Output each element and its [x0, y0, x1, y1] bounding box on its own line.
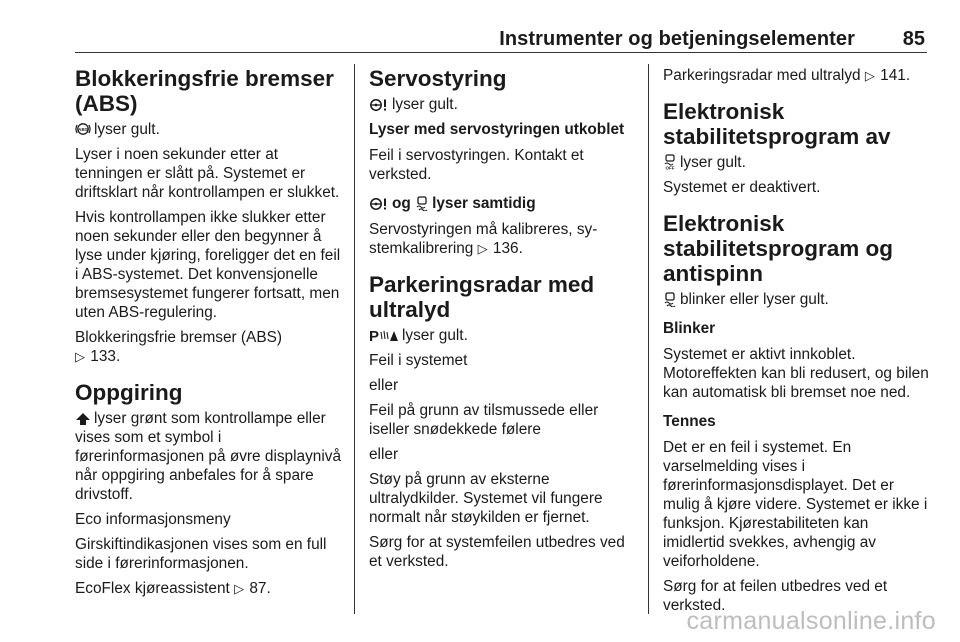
abs-paragraph-1: Lyser i noen sekunder etter at tenningen er slått på. Systemet er driftsklart når kontrollampen er slukket. [75, 146, 340, 201]
steering-wheel-warning-icon [369, 98, 389, 112]
park-paragraph-5: Støy på grunn av eksterne ultralydkilder. Systemet vil fungere normalt når støykilden er fjernet. [369, 471, 603, 526]
esp-status-text: blinker eller lyser gult. [680, 291, 829, 308]
abs-paragraph-2: Hvis kontrollampen ikke slukker etter noen sekunder eller den begynner å lyse under kjøring, foreligger det en feil i ABS-systemet. Det konvensjonelle bremsesystemet fungerer fortsatt, men uten ABS-regulering. [75, 209, 341, 321]
upshift-arrow-icon [75, 412, 91, 426]
esp-car-skid-icon [663, 292, 677, 307]
park-status [369, 326, 633, 345]
servo-subheading-2-mid: og [392, 195, 411, 212]
park-paragraph-6: Sørg for at systemfeilen utbedres ved et verksted. [369, 534, 625, 570]
watermark-brand: carmanualsonline.info [686, 607, 936, 635]
upshift-paragraph-2: Eco informasjonsmeny [75, 511, 231, 528]
esp-car-skid-icon [415, 196, 429, 211]
column-2 [369, 66, 633, 577]
servo-heading: Servostyring [369, 66, 507, 91]
upshift-text-1: lyser grønt som kontrollampe eller vises som et symbol i førerinformasjonen på øvre displaynivå når oppgiring anbefales for å spare drivstoff. [75, 410, 342, 503]
on-paragraph-2: Sørg for at feilen utbedres ved et verksted. [663, 578, 888, 614]
column-divider-1 [354, 64, 355, 614]
on-paragraph-1: Det er en feil i systemet. En varselmelding vises i førerinformasjonsdisplayet. Det er mulig å kjøre videre. Systemet er ikke i funksjon. Kjørestabiliteten kan imidlertid svekkes, avhengig av veiforholdene. [663, 439, 928, 570]
park-heading: Parkeringsradar med ultralyd [369, 272, 595, 322]
servo-reference-page[interactable]: 136. [492, 240, 523, 257]
upshift-paragraph-1 [75, 409, 345, 504]
page-header [75, 26, 927, 53]
abs-status-text: lyser gult. [94, 121, 160, 138]
esp-off-heading: Elektronisk stabilitetsprogram av [663, 99, 891, 149]
park-reference-text: Parkeringsradar med ultralyd [663, 67, 861, 84]
arrow-reference-icon: ▷ [75, 349, 85, 364]
esp-heading: Elektronisk stabilitetsprogram og antispinn [663, 211, 894, 286]
esp-off-status-text: lyser gult. [680, 154, 746, 171]
abs-cross-reference [75, 328, 345, 366]
park-paragraph-3: Feil på grunn av tilsmussede eller iseller snødekkede følere [369, 402, 599, 438]
servo-paragraph-2 [369, 220, 633, 258]
steering-wheel-warning-icon [369, 197, 389, 211]
column-divider-2 [648, 64, 649, 614]
abs-reference-page[interactable]: 133. [90, 348, 121, 365]
header-title: Instrumenter og betjeningselementer [499, 28, 855, 50]
park-cross-reference [663, 66, 929, 85]
arrow-reference-icon: ▷ [864, 68, 875, 83]
abs-heading: Blokkeringsfrie bremser (ABS) [75, 66, 334, 116]
abs-status [75, 120, 345, 139]
column-3 [663, 66, 929, 621]
upshift-paragraph-4 [75, 579, 345, 598]
column-1 [75, 66, 345, 604]
svg-text:P: P [369, 328, 380, 343]
on-subheading: Tennes [663, 413, 716, 430]
esp-off-status [663, 153, 929, 172]
esp-off-icon [663, 154, 677, 170]
servo-subheading-1: Lyser med servostyringen utkoblet [369, 121, 625, 138]
svg-text:ABS: ABS [78, 127, 88, 132]
abs-reference-text: Blokkeringsfrie bremser (ABS) [75, 329, 282, 346]
park-status-text: lyser gult. [402, 327, 468, 344]
ecoflex-text: EcoFlex kjøreassistent [75, 580, 230, 597]
blink-subheading: Blinker [663, 320, 716, 337]
svg-text:OFF: OFF [665, 165, 675, 170]
servo-subheading-2-end: lyser samtidig [432, 195, 536, 212]
servo-calibration-text: Servostyringen må kalibreres, sy-stemkalibrering [369, 221, 598, 257]
park-paragraph-4: eller [369, 446, 399, 463]
servo-status [369, 95, 633, 114]
ecoflex-reference-page[interactable]: 87. [249, 580, 271, 597]
abs-warning-icon [75, 121, 91, 137]
servo-subheading-2 [369, 194, 633, 213]
park-reference-page[interactable]: 141. [880, 67, 911, 84]
esp-off-paragraph-1: Systemet er deaktivert. [663, 179, 821, 196]
park-paragraph-1: Feil i systemet [369, 352, 468, 369]
upshift-heading: Oppgiring [75, 380, 183, 405]
esp-status [663, 290, 929, 309]
arrow-reference-icon: ▷ [477, 241, 488, 256]
park-paragraph-2: eller [369, 377, 399, 394]
servo-status-text: lyser gult. [392, 96, 458, 113]
arrow-reference-icon: ▷ [234, 581, 245, 596]
page-number: 85 [902, 28, 925, 50]
upshift-paragraph-3: Girskiftindikasjonen vises som en full side i førerinformasjonen. [75, 536, 327, 572]
parking-sensor-icon [369, 328, 399, 343]
servo-paragraph-1: Feil i servostyringen. Kontakt et verksted. [369, 147, 584, 183]
blink-paragraph-1: Systemet er aktivt innkoblet. Motoreffekten kan bli redusert, og bilen kan automatisk bli bremset noe ned. [663, 346, 929, 401]
